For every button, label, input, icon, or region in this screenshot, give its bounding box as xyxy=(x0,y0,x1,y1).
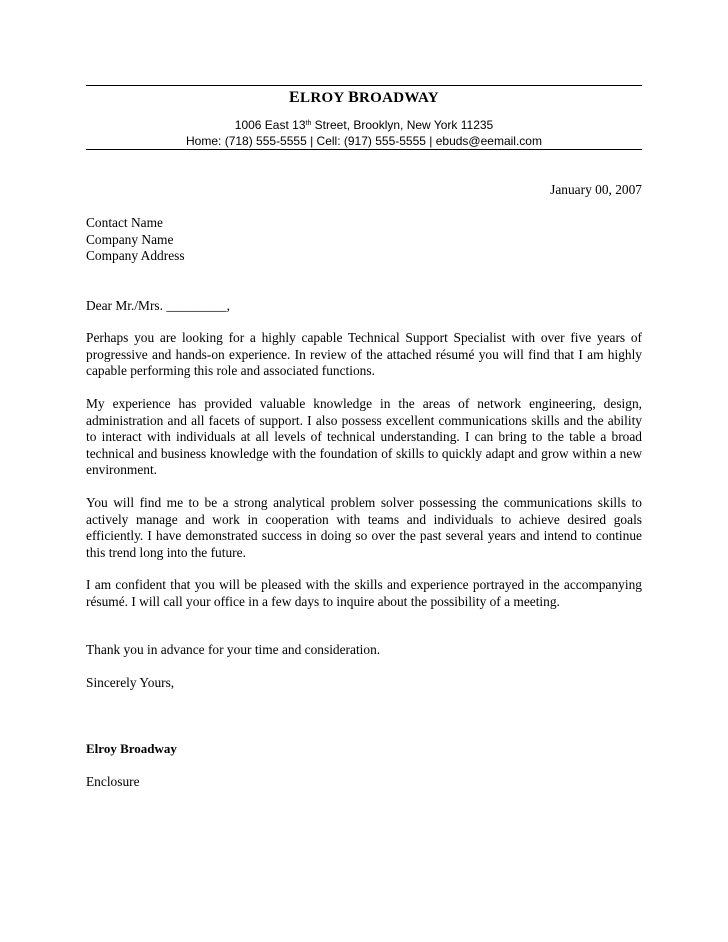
recipient-company-name: Company Name xyxy=(86,231,174,247)
address-ordinal: th xyxy=(305,120,312,127)
salutation: Dear Mr./Mrs. _________, xyxy=(86,298,230,313)
address-pre: 1006 East 13 xyxy=(234,118,306,132)
body-paragraph-1: Perhaps you are looking for a highly capable Technical Support Specialist with over five years of progressive and hands-on experience. In review of the attached résumé you will find that I am highly capable performing this role and associated functions. xyxy=(86,330,642,378)
letter-page xyxy=(86,0,642,942)
body-paragraph-3: You will find me to be a strong analytical problem solver possessing the communications skills to actively manage and work in cooperation with teams and individuals to achieve desired goals efficiently. I have demonstrated success in doing so over the past several years and intend to continue this trend long into the future. xyxy=(86,495,642,560)
recipient-contact-name: Contact Name xyxy=(86,215,163,230)
sender-address xyxy=(86,117,642,133)
sender-name xyxy=(86,89,642,107)
recipient-company-address: Company Address xyxy=(86,248,185,263)
body-paragraph-4: I am confident that you will be pleased with the skills and experience portrayed in the accompanying résumé. I will call your office in a few days to inquire about the possibility of a meeting. xyxy=(86,577,642,609)
sender-phones: Home: (718) 555-5555 | Cell: (917) 555-5555 | ebuds@eemail.com xyxy=(186,134,542,148)
signature-name: Elroy Broadway xyxy=(86,741,177,756)
letter-date: January 00, 2007 xyxy=(550,182,642,197)
body-paragraph-2: My experience has provided valuable knowledge in the areas of network engineering, design, administration and all facets of support. I also possess excellent communications skills and the ability to interact with individuals at all levels of technical understanding. I can bring to the table a broad technical and business knowledge with the foundation of skills to quickly adapt and grow within a new environment. xyxy=(86,396,642,477)
enclosure-note: Enclosure xyxy=(86,774,140,789)
name-first-initial: E xyxy=(289,89,301,106)
body-paragraph-5: Thank you in advance for your time and consideration. xyxy=(86,642,381,657)
name-last-initial: B xyxy=(348,89,360,106)
name-last-rest: ROADWAY xyxy=(359,90,439,106)
header-top-rule xyxy=(86,85,642,86)
closing: Sincerely Yours, xyxy=(86,675,175,690)
address-post: Street, Brooklyn, New York 11235 xyxy=(311,118,494,132)
name-first-rest: LROY xyxy=(300,90,349,106)
header-bottom-rule xyxy=(86,149,642,150)
recipient-block xyxy=(86,215,642,265)
